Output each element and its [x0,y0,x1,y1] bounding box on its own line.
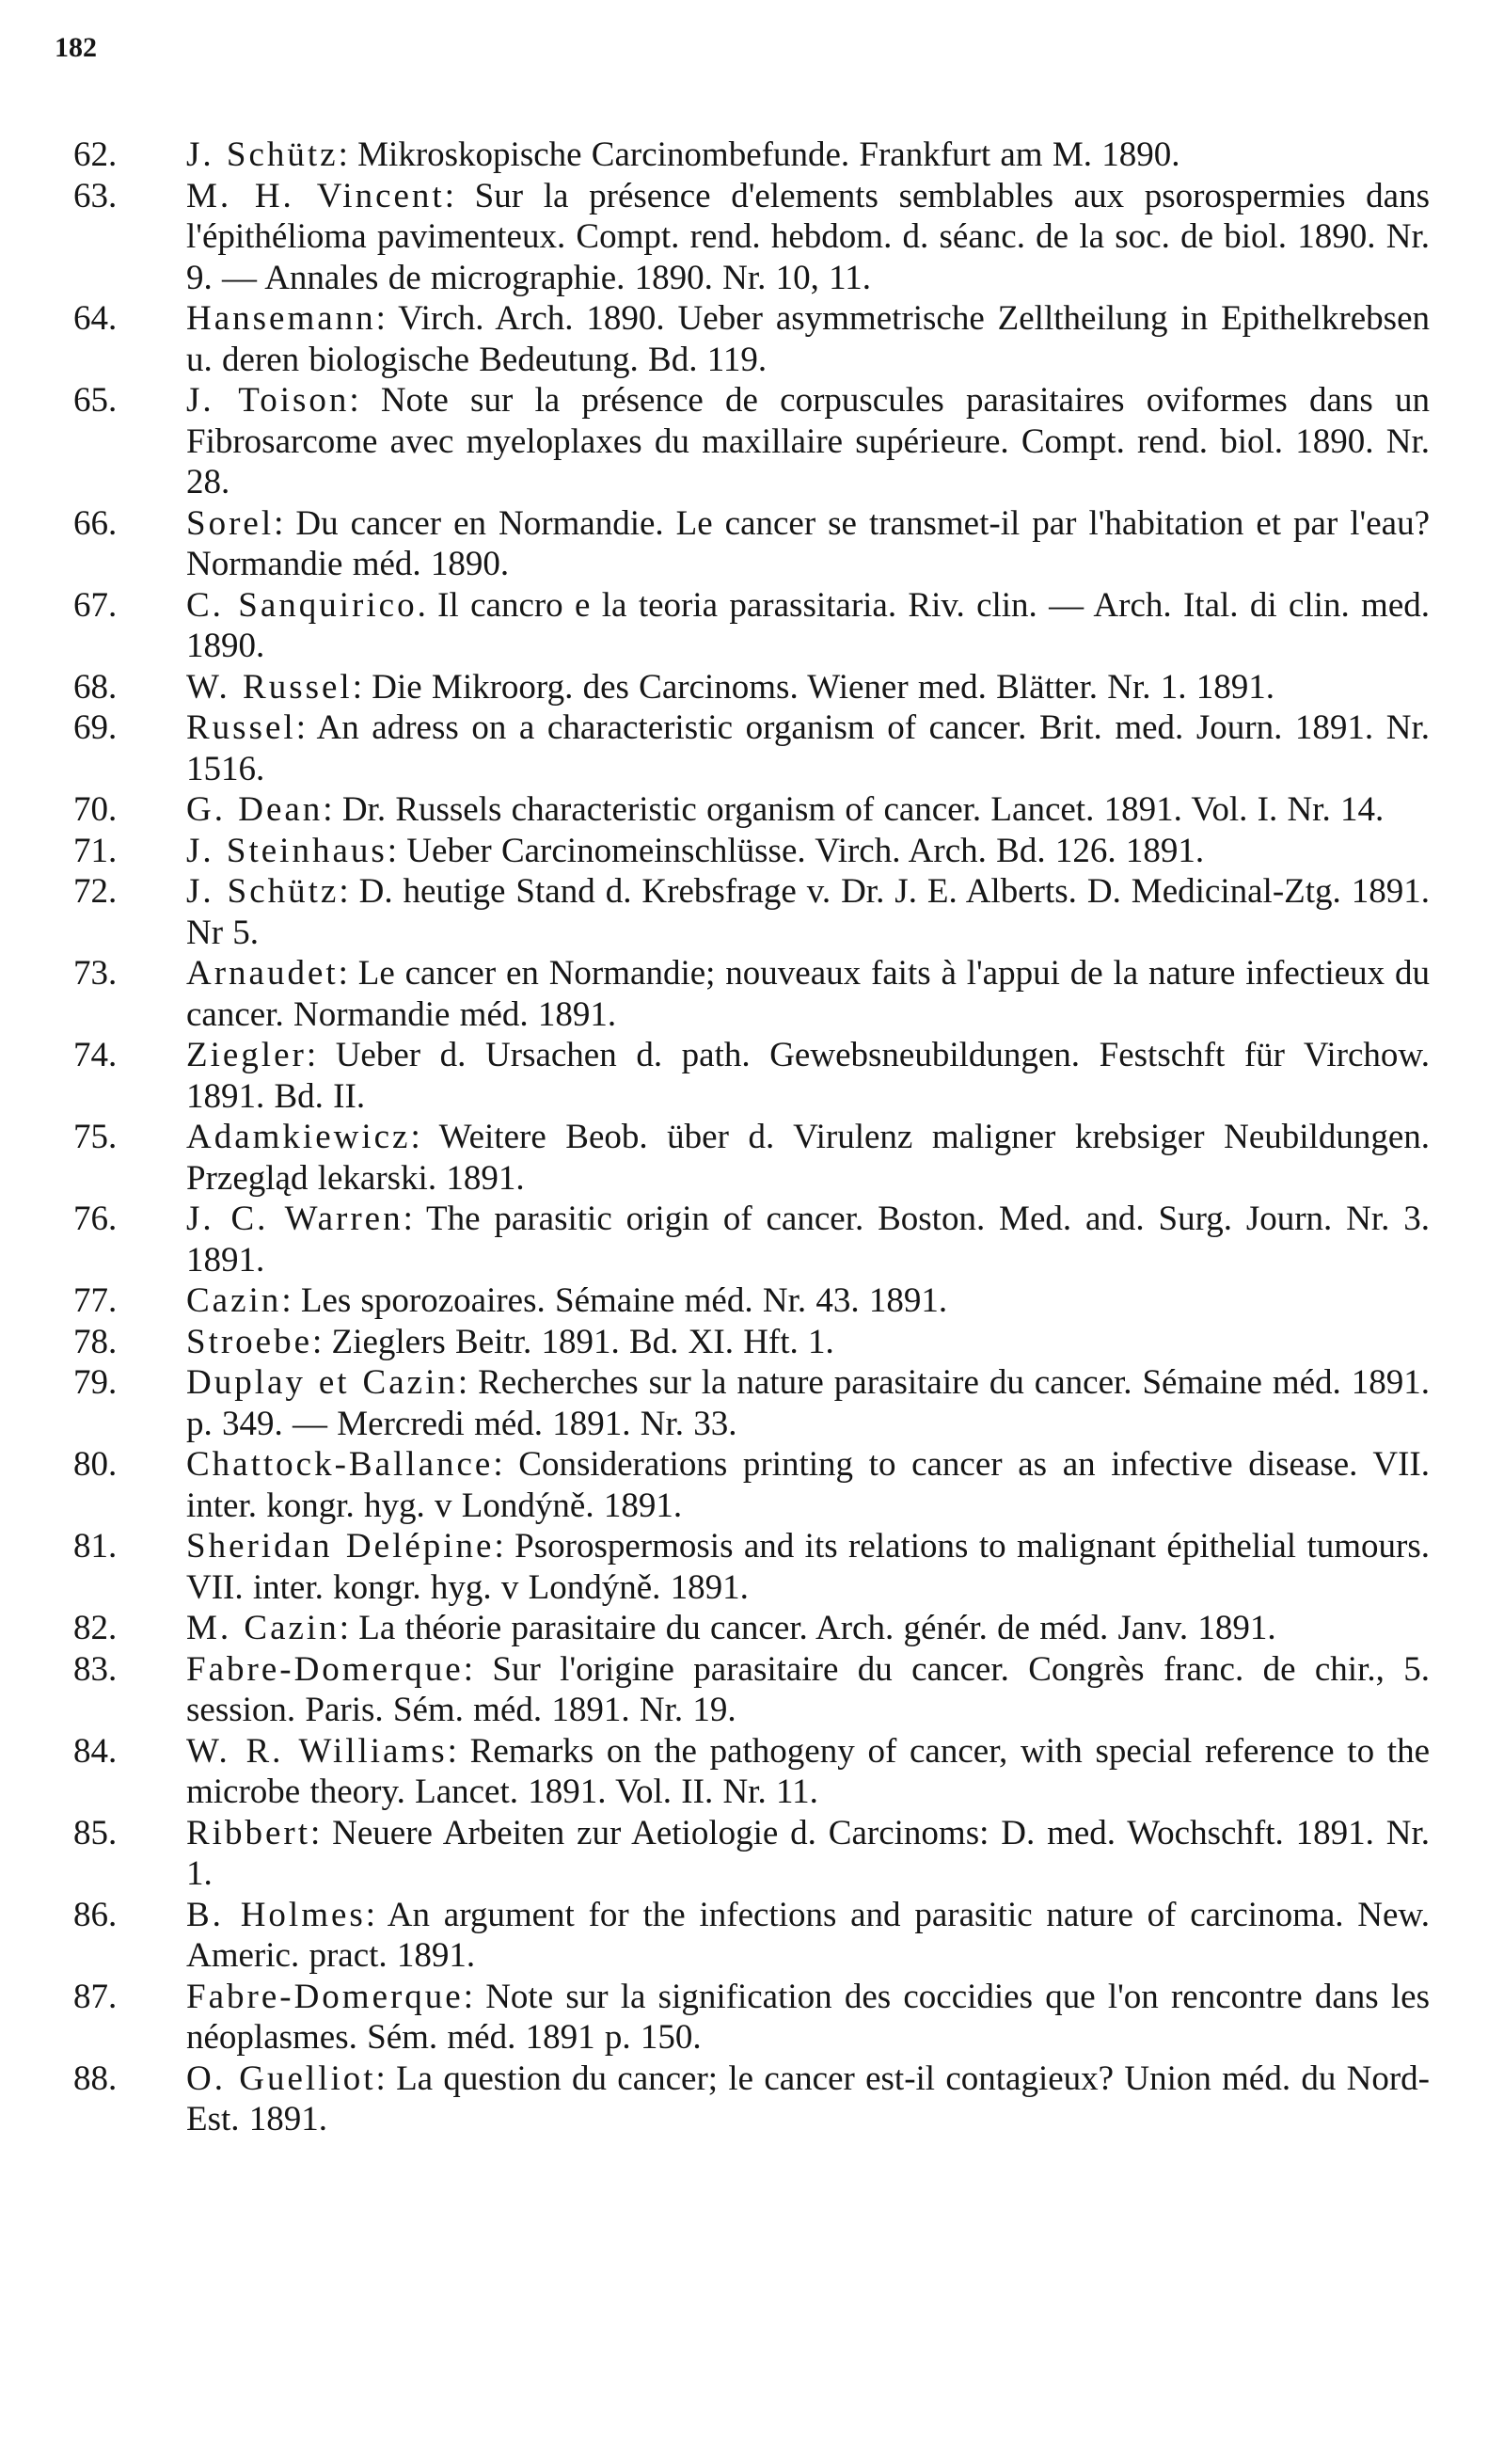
reference-author: W. R. Williams [186,1731,448,1771]
reference-item [73,789,1430,831]
reference-number: 81. [73,1527,118,1566]
reference-text: : An adress on a characteristic organism of cancer. Brit. med. Journ. 1891. Nr. 1516. [186,708,1430,788]
reference-number: 70. [73,790,118,829]
reference-text: : The parasitic origin of cancer. Boston. Med. and. Surg. Journ. Nr. 3. 1891. [186,1200,1431,1280]
reference-author: Fabre-Domerque [186,1649,464,1689]
reference-author: J. Schütz [186,872,340,911]
reference-number: 86. [73,1895,118,1934]
reference-author: Adamkiewicz [186,1118,411,1156]
reference-text: : Ueber d. Ursachen d. path. Gewebsneubildungen. Festschft für Virchow. 1891. Bd. II. [186,1036,1430,1116]
reference-number: 68. [73,667,118,707]
reference-author: G. Dean [186,790,324,829]
reference-number: 75. [73,1118,118,1156]
reference-author: Chattock-Ballance [186,1445,494,1484]
reference-number: 87. [73,1977,118,2016]
reference-text: : D. heutige Stand d. Krebsfrage v. Dr. J. E. Alberts. D. Medicinal-Ztg. 1891. Nr 5. [186,872,1430,952]
reference-author: Stroebe [186,1322,313,1361]
reference-author: Fabre-Domerque [186,1977,464,2016]
reference-number: 64. [73,299,118,338]
reference-item [73,135,1430,176]
reference-author: O. Guelliot [186,2059,376,2098]
reference-item [73,1608,1430,1649]
reference-text: : Neuere Arbeiten zur Aetiologie d. Carcinoms: D. med. Wochschft. 1891. Nr. 1. [186,1813,1430,1893]
reference-item [73,1280,1430,1322]
reference-number: 78. [73,1322,118,1361]
reference-text: : Weitere Beob. über d. Virulenz maligner krebsiger Neubildungen. Przegląd lekarski. 1891. [186,1118,1430,1198]
reference-author: Ziegler [186,1036,307,1074]
reference-item [73,503,1430,585]
reference-text: : Virch. Arch. 1890. Ueber asymmetrische Zelltheilung in Epithelkrebsen u. deren biologische Bedeutung. Bd. 119. [186,299,1430,379]
reference-text: : La théorie parasitaire du cancer. Arch. génér. de méd. Janv. 1891. [339,1609,1276,1647]
reference-text: : Ueber Carcinomeinschlüsse. Virch. Arch. Bd. 126. 1891. [387,831,1205,870]
reference-text: . Il cancro e la teoria parassitaria. Riv. clin. — Arch. Ital. di clin. med. 1890. [186,585,1430,665]
reference-item [73,176,1430,299]
reference-item [73,707,1430,789]
reference-author: Hansemann [186,299,376,338]
reference-item [73,585,1430,667]
reference-number: 80. [73,1445,118,1484]
reference-text: : Recherches sur la nature parasitaire du cancer. Sémaine méd. 1891. p. 349. — Mercredi méd. 1891. Nr. 33. [186,1363,1430,1443]
reference-author: Sorel [186,503,275,543]
reference-item [73,1895,1430,1977]
reference-item [73,1362,1430,1444]
reference-item [73,380,1430,503]
reference-number: 88. [73,2059,118,2098]
reference-text: : Zieglers Beitr. 1891. Bd. XI. Hft. 1. [312,1322,834,1361]
reference-text: : Dr. Russels characteristic organism of cancer. Lancet. 1891. Vol. I. Nr. 14. [323,790,1385,829]
reference-number: 74. [73,1036,118,1074]
reference-text: : Les sporozoaires. Sémaine méd. Nr. 43. 1891. [281,1281,948,1320]
reference-item [73,2059,1430,2140]
reference-text: : Sur la présence d'elements semblables aux psorospermies dans l'épithélioma pavimenteux. Compt. rend. hebdom. d. séanc. de la soc. de biol. 1890. Nr. 9. — Annales de micrographie. 1890. Nr. 10, 11. [186,176,1430,297]
reference-text: : Die Mikroorg. des Carcinoms. Wiener med. Blätter. Nr. 1. 1891. [352,667,1275,707]
reference-text: : La question du cancer; le cancer est-il contagieux? Union méd. du Nord-Est. 1891. [186,2059,1431,2138]
reference-number: 76. [73,1200,118,1238]
reference-item [73,1199,1430,1280]
reference-item [73,1731,1430,1813]
reference-text: : Du cancer en Normandie. Le cancer se transmet-il par l'habitation et par l'eau? Normandie méd. 1890. [186,503,1430,583]
reference-number: 79. [73,1363,118,1402]
reference-item [73,871,1430,953]
reference-number: 65. [73,381,118,420]
reference-item [73,1813,1430,1895]
reference-text: : Mikroskopische Carcinombefunde. Frankfurt am M. 1890. [338,135,1180,174]
reference-item [73,1649,1430,1731]
reference-number: 84. [73,1731,118,1771]
reference-author: Ribbert [186,1813,310,1852]
reference-item [73,1977,1430,2059]
reference-author: J. Steinhaus [186,831,388,870]
reference-text: : Note sur la présence de corpuscules parasitaires oviformes dans un Fibrosarcome avec myeloplaxes du maxillaire supérieure. Compt. rend. biol. 1890. Nr. 28. [186,381,1431,501]
page-number: 182 [55,32,97,63]
reference-author: Cazin [186,1281,282,1320]
reference-item [73,1117,1430,1199]
reference-number: 72. [73,872,118,911]
reference-text: : Remarks on the pathogeny of cancer, with special reference to the microbe theory. Lancet. 1891. Vol. II. Nr. 11. [186,1731,1431,1811]
reference-author: J. Toison [186,381,350,420]
reference-author: Duplay et Cazin [186,1363,458,1402]
reference-text: : Le cancer en Normandie; nouveaux faits à l'appui de la nature infectieux du cancer. Normandie méd. 1891. [186,954,1430,1034]
reference-item [73,831,1430,872]
reference-text: : Note sur la signification des coccidies que l'on rencontre dans les néoplasmes. Sém. méd. 1891 p. 150. [186,1977,1430,2057]
reference-author: B. Holmes [186,1895,366,1934]
reference-author: M. H. Vincent [186,176,445,215]
reference-author: Arnaudet [186,954,339,993]
reference-number: 62. [73,135,118,174]
reference-number: 77. [73,1281,118,1320]
reference-number: 71. [73,831,118,870]
reference-item [73,1035,1430,1117]
reference-item [73,1322,1430,1363]
reference-item [73,667,1430,708]
reference-author: W. Russel [186,667,353,707]
reference-author: Russel [186,708,296,747]
reference-number: 85. [73,1813,118,1852]
reference-item [73,298,1430,380]
reference-item [73,953,1430,1035]
reference-number: 69. [73,708,118,747]
reference-text: : Considerations printing to cancer as an infective disease. VII. inter. kongr. hyg. v Londýně. 1891. [186,1445,1430,1525]
reference-number: 63. [73,176,118,215]
reference-text: : An argument for the infections and parasitic nature of carcinoma. New. Americ. pract. 1891. [186,1895,1431,1975]
reference-item [73,1444,1430,1526]
reference-number: 73. [73,954,118,993]
reference-item [73,1526,1430,1608]
reference-author: Sheridan Delépine [186,1527,495,1566]
reference-author: J. Schütz [186,135,339,174]
reference-text: : Psorospermosis and its relations to malignant épithelial tumours. VII. inter. kongr. hyg. v Londýně. 1891. [186,1527,1430,1607]
reference-author: J. C. Warren [186,1200,404,1238]
reference-number: 66. [73,503,118,543]
reference-text: : Sur l'origine parasitaire du cancer. Congrès franc. de chir., 5. session. Paris. Sém. méd. 1891. Nr. 19. [186,1649,1430,1729]
reference-author: M. Cazin [186,1609,340,1647]
reference-number: 82. [73,1609,118,1647]
reference-author: C. Sanquirico [186,585,418,625]
reference-number: 67. [73,585,118,625]
reference-number: 83. [73,1649,118,1689]
reference-list [73,135,1430,2140]
